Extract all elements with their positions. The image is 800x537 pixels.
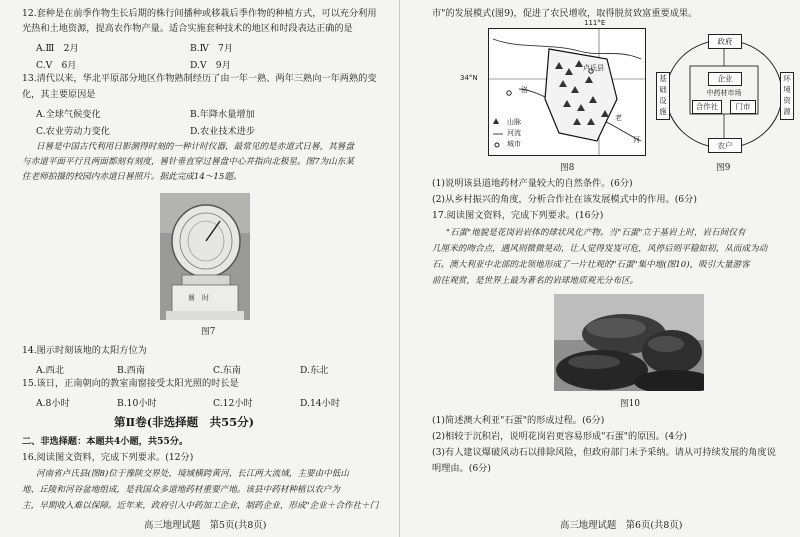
q16-para-line3: 主，早期收入难以保障。近年来，政府引入中药加工企业，制药企业，形成"企业＋合作社＋门 xyxy=(22,501,379,511)
q14-option-b: B.西南 xyxy=(117,365,146,376)
q16-sub2: (2)从乡村振兴的角度，分析合作社在该发展模式中的作用。(6分) xyxy=(432,194,697,205)
q13-option-c: C.农业劳动力变化 xyxy=(36,126,110,137)
q17-sub3-line1: (3)有人建议爆破风动石以排除风险，但政府部门未予采纳。请从可持续发展的角度说 xyxy=(432,447,776,458)
q12-option-d: D.Ⅴ 9月 xyxy=(190,60,231,71)
intro-line3: 住老师拍摄的校园内赤道日晷照片。据此完成14～15题。 xyxy=(22,172,242,182)
q13-option-a: A.全球气候变化 xyxy=(36,109,101,120)
q17-para-line2: 几厘米的吻合点，遇风则微微晃动，让人觉得岌岌可危，风停后则平稳如初，从而成为动 xyxy=(432,244,768,254)
q14-option-a: A.西北 xyxy=(36,365,64,376)
q17-stem: 17.阅读图文资料，完成下列要求。(16分) xyxy=(432,210,604,221)
q13-option-d: D.农业技术进步 xyxy=(190,126,256,137)
q17-para-line1: "石蛋"地貌是花岗岩岩体的球状风化产物。当"石蛋"立于基岩上时，岩石间仅有 xyxy=(446,228,746,238)
q12-stem-line1: 12.套种是在前季作物生长后期的株行间播种或移栽后季作物的种植方式，可以充分利用 xyxy=(22,8,377,19)
q13-stem-line2: 化，其主要原因是 xyxy=(22,89,96,100)
figure-9-caption: 图9 xyxy=(716,163,731,173)
sundial-base-text: 晷 时 xyxy=(188,294,209,302)
section-2-intro: 二、非选择题：本题共4小题，共55分。 xyxy=(22,436,189,447)
q16-continued-line: 市"的发展模式(图9)，促进了农民增收，取得脱贫致富重要成果。 xyxy=(432,8,698,19)
figure-8-caption: 图8 xyxy=(560,163,575,173)
map-label-luo: 洛 xyxy=(521,86,528,94)
diagram-coop-box: 合作社 xyxy=(692,100,722,114)
q16-para-line1: 河南省卢氏县(图8)位于豫陕交界处，境域横跨黄河、长江两大流域，主要由中低山 xyxy=(36,469,349,479)
right-page-footer: 高三地理试题 第6页(共8页) xyxy=(560,520,683,531)
q16-para-line2: 地、丘陵和河谷盆地组成，是我国众多道地药材重要产地。该县中药材种植以农户为 xyxy=(22,485,340,495)
intro-line1: 日晷是中国古代利用日影测得时刻的一种计时仪器，最常见的是赤道式日晷，其晷盘 xyxy=(36,142,354,152)
q14-option-c: C.东南 xyxy=(213,365,241,376)
figure-7-sundial-photo xyxy=(160,193,250,320)
q16-stem: 16.阅读图文资料，完成下列要求。(12分) xyxy=(22,452,194,463)
map-longitude-label: 111°E xyxy=(584,19,606,27)
figure-7-caption: 图7 xyxy=(201,327,216,337)
figure-10-rock-photo xyxy=(554,294,704,391)
q17-sub3-line2: 明理由。(6分) xyxy=(432,463,491,474)
q15-option-d: D.14小时 xyxy=(300,398,341,409)
map-latitude-label: 34°N xyxy=(460,74,478,82)
q17-sub2: (2)相较于沉积岩，说明花岗岩更容易形成"石蛋"的原因。(4分) xyxy=(432,431,687,442)
map-label-lushi: 卢氏县 xyxy=(583,64,604,72)
q16-sub1: (1)说明该县道地药材产量较大的自然条件。(6分) xyxy=(432,178,633,189)
q17-sub1: (1)简述澳大利亚"石蛋"的形成过程。(6分) xyxy=(432,415,605,426)
legend-city: 城市 xyxy=(507,140,521,148)
q15-stem: 15.该日，正南朝向的教室南窗接受太阳光照的时长是 xyxy=(22,378,239,389)
figure-9-diagram xyxy=(656,28,792,158)
map-label-he: 河 xyxy=(633,136,640,144)
diagram-enterprise-box: 企业 xyxy=(708,72,742,86)
q13-option-b: B.年降水量增加 xyxy=(190,109,255,120)
q14-stem: 14.图示时刻该地的太阳方位为 xyxy=(22,345,147,356)
q14-option-d: D.东北 xyxy=(300,365,329,376)
map-label-lao: 老 xyxy=(615,114,622,122)
left-page-footer: 高三地理试题 第5页(共8页) xyxy=(144,520,267,531)
q17-para-line4: 前往观赏，是世界上最为著名的岩球地质观光分布区。 xyxy=(432,276,639,286)
legend-mountain: 山脉 xyxy=(507,118,521,126)
q12-option-b: B.Ⅳ 7月 xyxy=(190,43,234,54)
q15-option-a: A.8小时 xyxy=(36,398,70,409)
q12-stem-line2: 光热和土地资源，提高农作物产量。适合实施套种技术的地区和时段表达正确的是 xyxy=(22,23,353,34)
q12-option-a: A.Ⅲ 2月 xyxy=(36,43,79,54)
intro-line2: 与赤道平面平行且两面都刻有刻度，晷针垂直穿过晷盘中心并指向北极星。图7为山东某 xyxy=(22,157,355,167)
diagram-infra-box: 基础设施 xyxy=(656,72,670,120)
q12-option-c: C.Ⅴ 6月 xyxy=(36,60,77,71)
q15-option-b: B.10小时 xyxy=(117,398,157,409)
diagram-farmer-box: 农户 xyxy=(708,138,742,153)
diagram-market-label: 中药材市场 xyxy=(706,89,742,97)
q13-stem-line1: 13.清代以来，华北平原部分地区作物熟制经历了由一年一熟、两年三熟向一年两熟的变 xyxy=(22,73,377,84)
q15-option-c: C.12小时 xyxy=(213,398,253,409)
section-2-title: 第Ⅱ卷(非选择题 共55分) xyxy=(114,415,255,429)
figure-10-caption: 图10 xyxy=(620,399,640,409)
diagram-gov-box: 政府 xyxy=(708,34,742,49)
figure-8-map xyxy=(488,28,646,156)
diagram-store-box: 门市 xyxy=(730,100,756,114)
q17-para-line3: 石。澳大利亚中北部的北领地形成了一片壮观的"石蛋"集中地(图10)，吸引大量游客 xyxy=(432,260,750,270)
legend-river: 河流 xyxy=(507,129,521,137)
right-page xyxy=(400,0,800,537)
diagram-env-box: 环境资源 xyxy=(780,72,794,120)
rock-illustration xyxy=(554,294,704,391)
